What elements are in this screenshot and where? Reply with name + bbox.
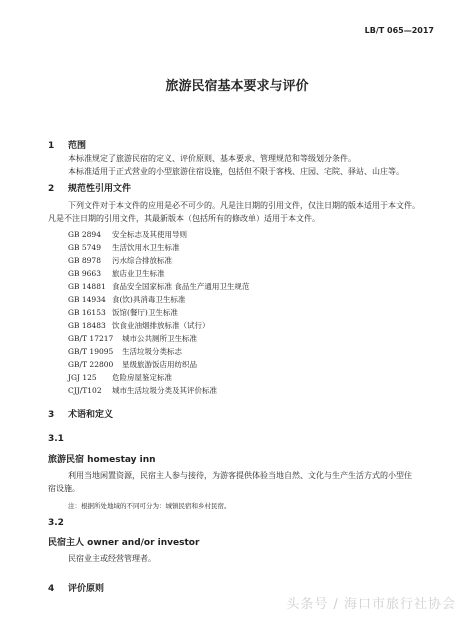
section-title: 范围 [68,141,87,151]
section-2-paragraph-line-1: 下列文件对于本文件的应用是必不可少的。凡是注日期的引用文件，仅注日期的版本适用于本文件。 [68,201,420,210]
reference-item: GB/T 19095 生活垃圾分类标志 [68,347,182,356]
term-3-1-name: 旅游民宿 homestay inn [48,455,156,465]
section-title: 术语和定义 [68,410,114,420]
section-title: 评价原则 [68,584,105,594]
term-3-2-name: 民宿主人 owner and/or investor [48,538,200,548]
section-number: 4 [48,584,55,594]
section-4-heading [48,581,104,594]
reference-item: GB 2894 安全标志及其使用导则 [68,230,187,239]
reference-item: GB/T 17217 城市公共厕所卫生标准 [68,334,197,343]
section-1-heading [48,138,86,151]
standard-code: LB/T 065—2017 [364,26,434,35]
term-3-2-number: 3.2 [48,518,64,528]
section-1-paragraph-1: 本标准规定了旅游民宿的定义、评价原则、基本要求、管理规范和等级划分条件。 [68,154,356,163]
section-2-paragraph-line-2: 凡是不注日期的引用文件，其最新版本（包括所有的修改单）适用于本文件。 [48,214,320,223]
term-3-1-note: 注：根据所处地域的不同可分为：城镇民宿和乡村民宿。 [68,502,231,510]
page-title: 旅游民宿基本要求与评价 [165,79,309,94]
reference-item: GB 16153 饭馆(餐厅)卫生标准 [68,308,178,317]
term-3-1-number: 3.1 [48,434,64,444]
section-number: 2 [48,184,55,194]
reference-item: GB 18483 饮食业油烟排放标准（试行） [68,321,210,330]
section-number: 3 [48,410,55,420]
section-2-heading [48,181,131,194]
term-3-2-definition: 民宿业主或经营管理者。 [68,554,156,563]
reference-item: GB 8978 污水综合排放标准 [68,256,172,265]
reference-item: GB 9663 旅店业卫生标准 [68,269,165,278]
reference-item: GB 14934 食(饮)具消毒卫生标准 [68,295,186,304]
reference-item: GB 14881 食品安全国家标准 食品生产通用卫生规范 [68,282,250,291]
reference-item: JGJ 125 危险房屋鉴定标准 [68,373,172,382]
reference-item: CJJ/T102 城市生活垃圾分类及其评价标准 [68,386,217,395]
section-3-heading [48,407,113,420]
section-number: 1 [48,141,55,151]
term-3-1-definition-line-1: 利用当地闲置资源，民宿主人参与接待，为游客提供体验当地自然、文化与生产生活方式的小型住 [68,471,412,480]
term-3-1-definition-line-2: 宿设施。 [48,484,80,493]
section-1-paragraph-2: 本标准适用于正式营业的小型旅游住宿设施，包括但不限于客栈、庄园、宅院、驿站、山庄等。 [68,167,404,176]
reference-item: GB/T 22800 星级旅游饭店用纺织品 [68,360,197,369]
reference-item: GB 5749 生活饮用水卫生标准 [68,243,180,252]
watermark: 头条号 / 海口市旅行社协会 [286,597,456,612]
section-title: 规范性引用文件 [68,184,132,194]
